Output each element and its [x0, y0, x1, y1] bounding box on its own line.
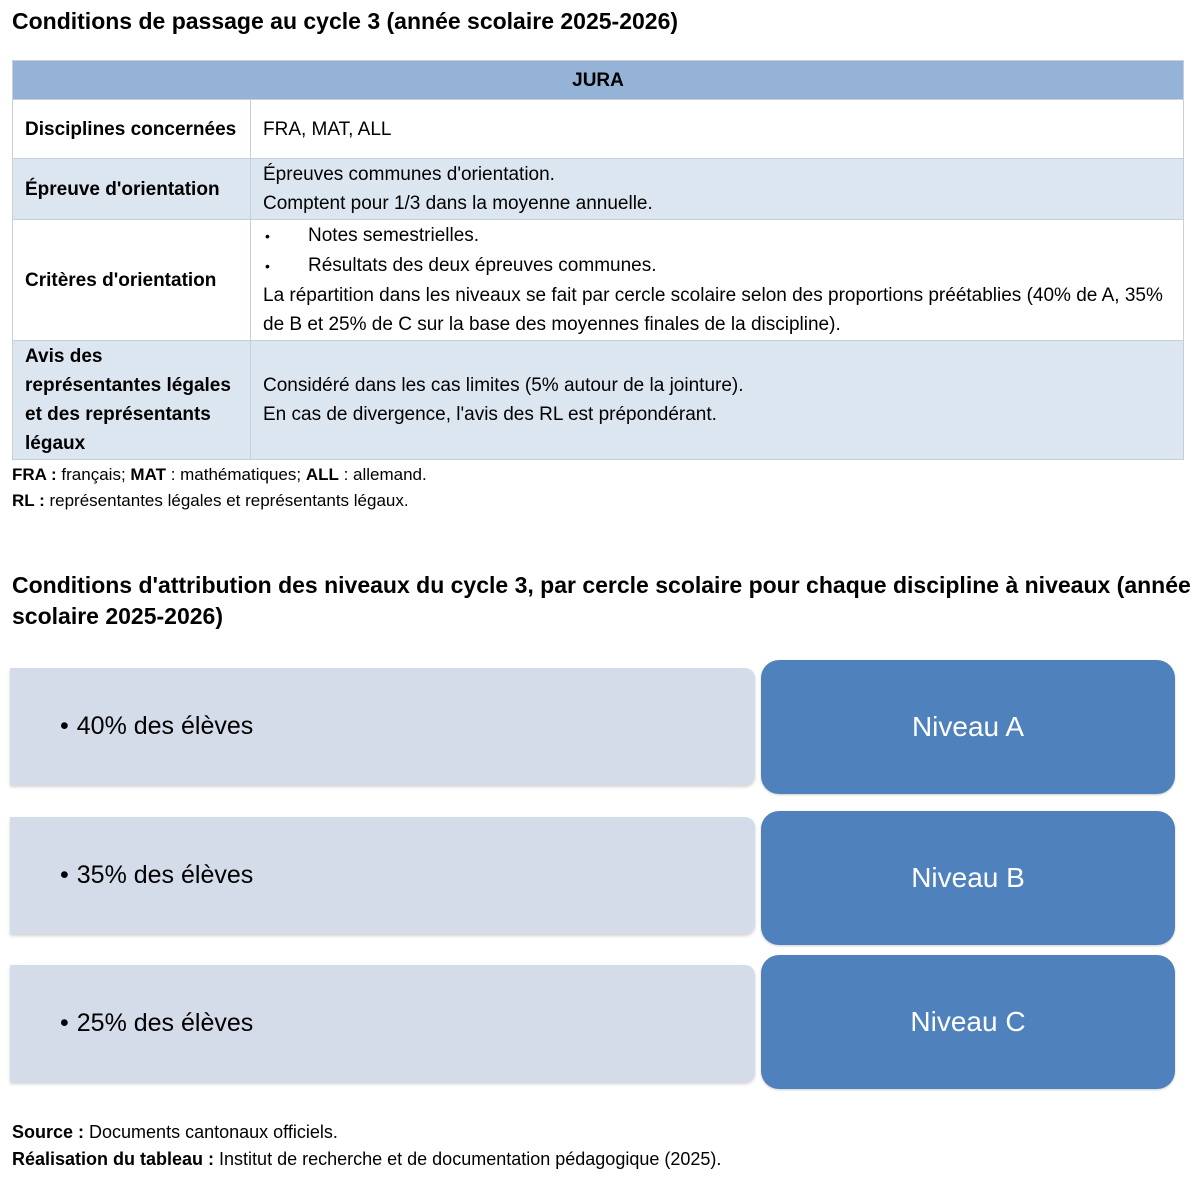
bullet-item — [263, 251, 1171, 281]
share-text — [10, 1009, 253, 1038]
share-band-c — [10, 965, 755, 1082]
value-line: Épreuves communes d'orientation. — [263, 164, 555, 185]
made-text: Institut de recherche et de documentation pédagogique (2025). — [214, 1149, 722, 1169]
bullet-item — [263, 221, 1171, 251]
abbr-def: : allemand. — [338, 465, 427, 484]
bullet-icon: • — [265, 258, 270, 274]
table-row — [13, 341, 1184, 460]
level-box-b: Niveau B — [761, 811, 1175, 945]
abbr-def: représentantes légales et représentants légaux. — [44, 491, 409, 510]
abbr: RL : — [12, 491, 45, 510]
abbr-def: : mathématiques; — [165, 465, 306, 484]
row-label: Critères d'orientation — [13, 220, 251, 341]
bullet-text: Résultats des deux épreuves communes. — [308, 255, 657, 276]
value-line: Considéré dans les cas limites (5% autour de la jointure). — [263, 375, 744, 396]
source-notes — [12, 1119, 721, 1173]
level-box-c: Niveau C — [761, 955, 1175, 1089]
abbr: ALL — [305, 465, 339, 484]
table-notes — [12, 462, 427, 514]
section-title: Conditions d'attribution des niveaux du cycle 3, par cercle scolaire pour chaque discipline à niveaux (année scolaire 2025-2026) — [12, 572, 1191, 629]
abbr: FRA : — [12, 465, 57, 484]
share-value: 40% des élèves — [76, 712, 254, 740]
row-value — [251, 159, 1184, 220]
row-value — [251, 100, 1184, 159]
share-band-b — [10, 817, 755, 934]
made-by-line — [12, 1146, 721, 1173]
bullet-icon: • — [60, 861, 69, 889]
value-line: FRA, MAT, ALL — [263, 118, 392, 140]
value-line: En cas de divergence, l'avis des RL est prépondérant. — [263, 404, 717, 425]
row-label: Avis des représentantes légales et des représentants légaux — [13, 341, 251, 460]
table-row — [13, 159, 1184, 220]
note-line-abbreviations — [12, 462, 427, 488]
row-value — [251, 341, 1184, 460]
share-text — [10, 712, 253, 741]
abbr: MAT — [130, 465, 166, 484]
conditions-table — [12, 60, 1184, 460]
bullet-icon: • — [265, 228, 270, 244]
source-label: Source : — [12, 1122, 85, 1142]
source-text: Documents cantonaux officiels. — [84, 1122, 338, 1142]
bullet-icon: • — [60, 1009, 69, 1037]
value-line: La répartition dans les niveaux se fait par cercle scolaire selon des proportions préétablies (40% de A, 35% de B et 25% de C sur la base des moyennes finales de la discipline). — [263, 285, 1163, 335]
row-label: Disciplines concernées — [13, 100, 251, 159]
page-title: Conditions de passage au cycle 3 (année scolaire 2025-2026) — [12, 8, 679, 34]
row-value — [251, 220, 1184, 341]
level-box-a: Niveau A — [761, 660, 1175, 794]
table-header-jura: JURA — [13, 61, 1184, 100]
row-label: Épreuve d'orientation — [13, 159, 251, 220]
table-row — [13, 100, 1184, 159]
abbr-def: français; — [56, 465, 131, 484]
share-value: 35% des élèves — [76, 861, 254, 889]
share-band-a — [10, 668, 755, 785]
made-label: Réalisation du tableau : — [12, 1149, 215, 1169]
value-line: Comptent pour 1/3 dans la moyenne annuelle. — [263, 193, 653, 214]
bullet-icon: • — [60, 712, 69, 740]
source-line — [12, 1119, 721, 1146]
share-value: 25% des élèves — [76, 1009, 254, 1037]
share-text — [10, 861, 253, 890]
table-row — [13, 220, 1184, 341]
note-line-rl — [12, 488, 427, 514]
bullet-text: Notes semestrielles. — [308, 225, 480, 246]
